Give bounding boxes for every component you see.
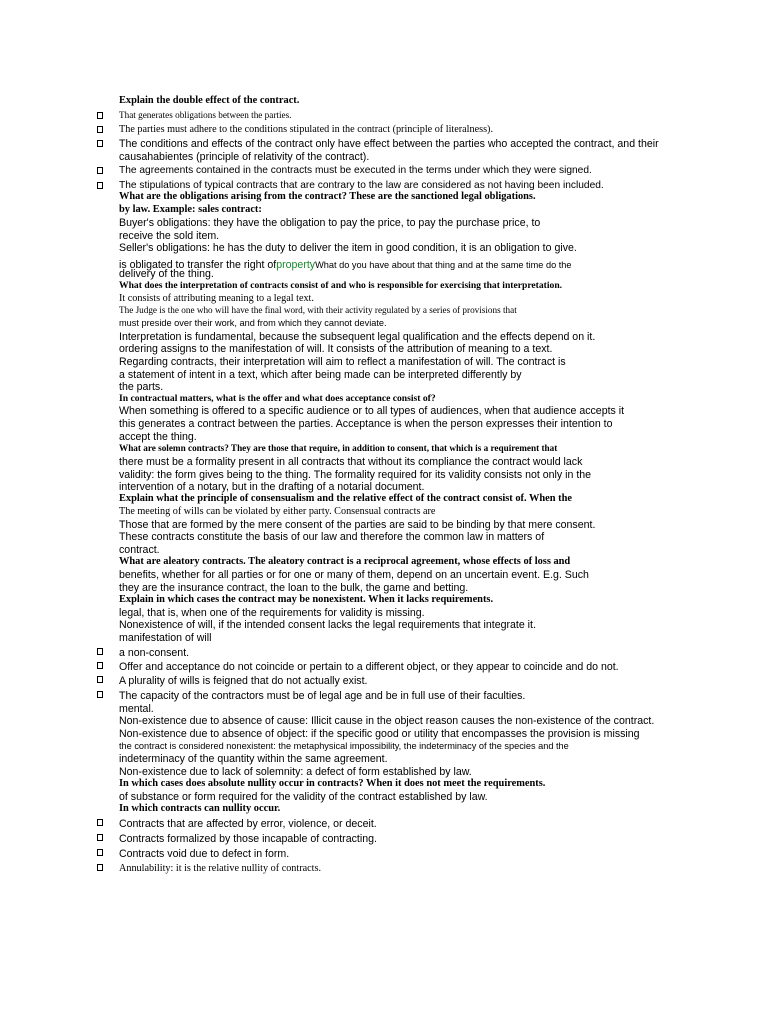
text-line: delivery of the thing. xyxy=(119,268,214,280)
bullet-checkbox xyxy=(97,167,103,174)
text-line: Seller's obligations: he has the duty to deliver the item in good condition, it is an obligation to give. xyxy=(119,242,577,254)
bullet-checkbox xyxy=(97,834,103,841)
list-item: The capacity of the contractors must be of legal age and be in full use of their faculties. xyxy=(119,690,526,702)
bullet-checkbox xyxy=(97,126,103,133)
text-line: this generates a contract between the parties. Acceptance is when the person expresses their intention to xyxy=(119,418,613,430)
property-link-text: property xyxy=(276,259,316,271)
text-line: These contracts constitute the basis of our law and therefore the common law in matters of xyxy=(119,531,545,543)
list-item: A plurality of wills is feigned that do not actually exist. xyxy=(119,675,368,687)
text-line: of substance or form required for the validity of the contract established by law. xyxy=(119,791,488,803)
text-line: The meeting of wills can be violated by either party. Consensual contracts are xyxy=(119,506,436,517)
text-line: manifestation of will xyxy=(119,632,212,644)
text-line: Nonexistence of will, if the intended consent lacks the legal requirements that integrate it. xyxy=(119,619,536,631)
text-segment: What do you have about that thing and at the same time do the xyxy=(315,260,572,270)
bullet-checkbox xyxy=(97,112,103,119)
heading-obligations: What are the obligations arising from the contract? These are the sanctioned legal obligations. xyxy=(119,191,536,202)
bullet-checkbox xyxy=(97,662,103,669)
bullet-checkbox xyxy=(97,819,103,826)
text-line: indeterminacy of the quantity within the same agreement. xyxy=(119,753,388,765)
text-line: Non-existence due to absence of object: if the specific good or utility that encompasses the provision is missing xyxy=(119,728,640,740)
text-line: benefits, whether for all parties or for one or many of them, depend on an uncertain event. E.g. Such xyxy=(119,569,589,581)
bullet-checkbox xyxy=(97,691,103,698)
text-line: the parts. xyxy=(119,381,164,393)
text-line: Non-existence due to absence of cause: Illicit cause in the object reason causes the non-existence of the contract. xyxy=(119,715,655,727)
text-line: receive the sold item. xyxy=(119,230,220,242)
bullet-checkbox xyxy=(97,864,103,871)
list-item: Contracts void due to defect in form. xyxy=(119,848,290,860)
heading-nullity-contracts: In which contracts can nullity occur. xyxy=(119,803,281,814)
text-line: a statement of intent in a text, which after being made can be interpreted differently by xyxy=(119,369,522,381)
heading-nonexistent: Explain in which cases the contract may be nonexistent. When it lacks requirements. xyxy=(119,594,494,605)
heading-double-effect: Explain the double effect of the contract. xyxy=(119,95,300,106)
list-item: a non-consent. xyxy=(119,647,190,659)
list-item: That generates obligations between the parties. xyxy=(119,110,292,120)
heading-aleatory: What are aleatory contracts. The aleatory contract is a reciprocal agreement, whose effects of loss and xyxy=(119,556,571,567)
list-item: Annulability: it is the relative nullity of contracts. xyxy=(119,863,322,874)
list-item: Contracts that are affected by error, violence, or deceit. xyxy=(119,818,377,830)
heading-interpretation: What does the interpretation of contracts consist of and who is responsible for exercising that interpretation. xyxy=(119,280,563,291)
text-line: It consists of attributing meaning to a legal text. xyxy=(119,293,314,304)
text-line: validity: the form gives being to the thing. The formality required for its validity consists not only in the xyxy=(119,469,592,481)
text-line: Buyer's obligations: they have the obligation to pay the price, to pay the purchase price, to xyxy=(119,217,541,229)
text-line: they are the insurance contract, the loan to the bulk, the game and betting. xyxy=(119,582,469,594)
text-segment: is obligated to transfer the right of xyxy=(119,259,277,271)
list-item: The conditions and effects of the contract only have effect between the parties who accepted the contract, and their xyxy=(119,138,659,150)
text-line: accept the thing. xyxy=(119,431,197,443)
text-line: there must be a formality present in all contracts that without its compliance the contract would lack xyxy=(119,456,583,468)
bullet-checkbox xyxy=(97,182,103,189)
list-item: The parties must adhere to the conditions stipulated in the contract (principle of literalness). xyxy=(119,124,493,135)
text-line: the contract is considered nonexistent: the metaphysical impossibility, the indeterminacy of the species and the xyxy=(119,741,569,751)
text-line: Regarding contracts, their interpretation will aim to reflect a manifestation of will. The contract is xyxy=(119,356,566,368)
text-line: must preside over their work, and from which they cannot deviate. xyxy=(119,318,387,328)
heading-absolute-nullity: In which cases does absolute nullity occur in contracts? When it does not meet the requirements. xyxy=(119,778,546,789)
bullet-checkbox xyxy=(97,676,103,683)
text-line: Non-existence due to lack of solemnity: a defect of form established by law. xyxy=(119,766,472,778)
text-line: by law. Example: sales contract: xyxy=(119,204,262,215)
list-item: Contracts formalized by those incapable of contracting. xyxy=(119,833,377,845)
list-item: The stipulations of typical contracts that are contrary to the law are considered as not having been included. xyxy=(119,180,604,191)
heading-consensualism: Explain what the principle of consensualism and the relative effect of the contract consist of. When the xyxy=(119,493,573,504)
text-line: ordering assigns to the manifestation of will. It consists of the attribution of meaning to a text. xyxy=(119,343,553,355)
heading-solemn-contracts: What are solemn contracts? They are those that require, in addition to consent, that which is a requirement that xyxy=(119,443,558,453)
bullet-checkbox xyxy=(97,849,103,856)
text-line: Interpretation is fundamental, because the subsequent legal qualification and the effects depend on it. xyxy=(119,331,596,343)
text-line: mental. xyxy=(119,703,154,715)
text-line: legal, that is, when one of the requirements for validity is missing. xyxy=(119,607,425,619)
bullet-checkbox xyxy=(97,648,103,655)
text-line: The Judge is the one who will have the final word, with their activity regulated by a series of provisions that xyxy=(119,305,517,315)
heading-offer-acceptance: In contractual matters, what is the offer and what does acceptance consist of? xyxy=(119,393,436,404)
bullet-checkbox xyxy=(97,140,103,147)
text-line: intervention of a notary, but in the drafting of a notarial document. xyxy=(119,481,425,493)
text-line: contract. xyxy=(119,544,160,556)
list-item: Offer and acceptance do not coincide or pertain to a different object, or they appear to coincide and do not. xyxy=(119,661,619,673)
text-line: Those that are formed by the mere consent of the parties are said to be binding by that mere consent. xyxy=(119,519,596,531)
text-line: When something is offered to a specific audience or to all types of audiences, when that audience accepts it xyxy=(119,405,625,417)
list-item: The agreements contained in the contracts must be executed in the terms under which they were signed. xyxy=(119,165,592,176)
text-line: causahabientes (principle of relativity of the contract). xyxy=(119,151,370,163)
